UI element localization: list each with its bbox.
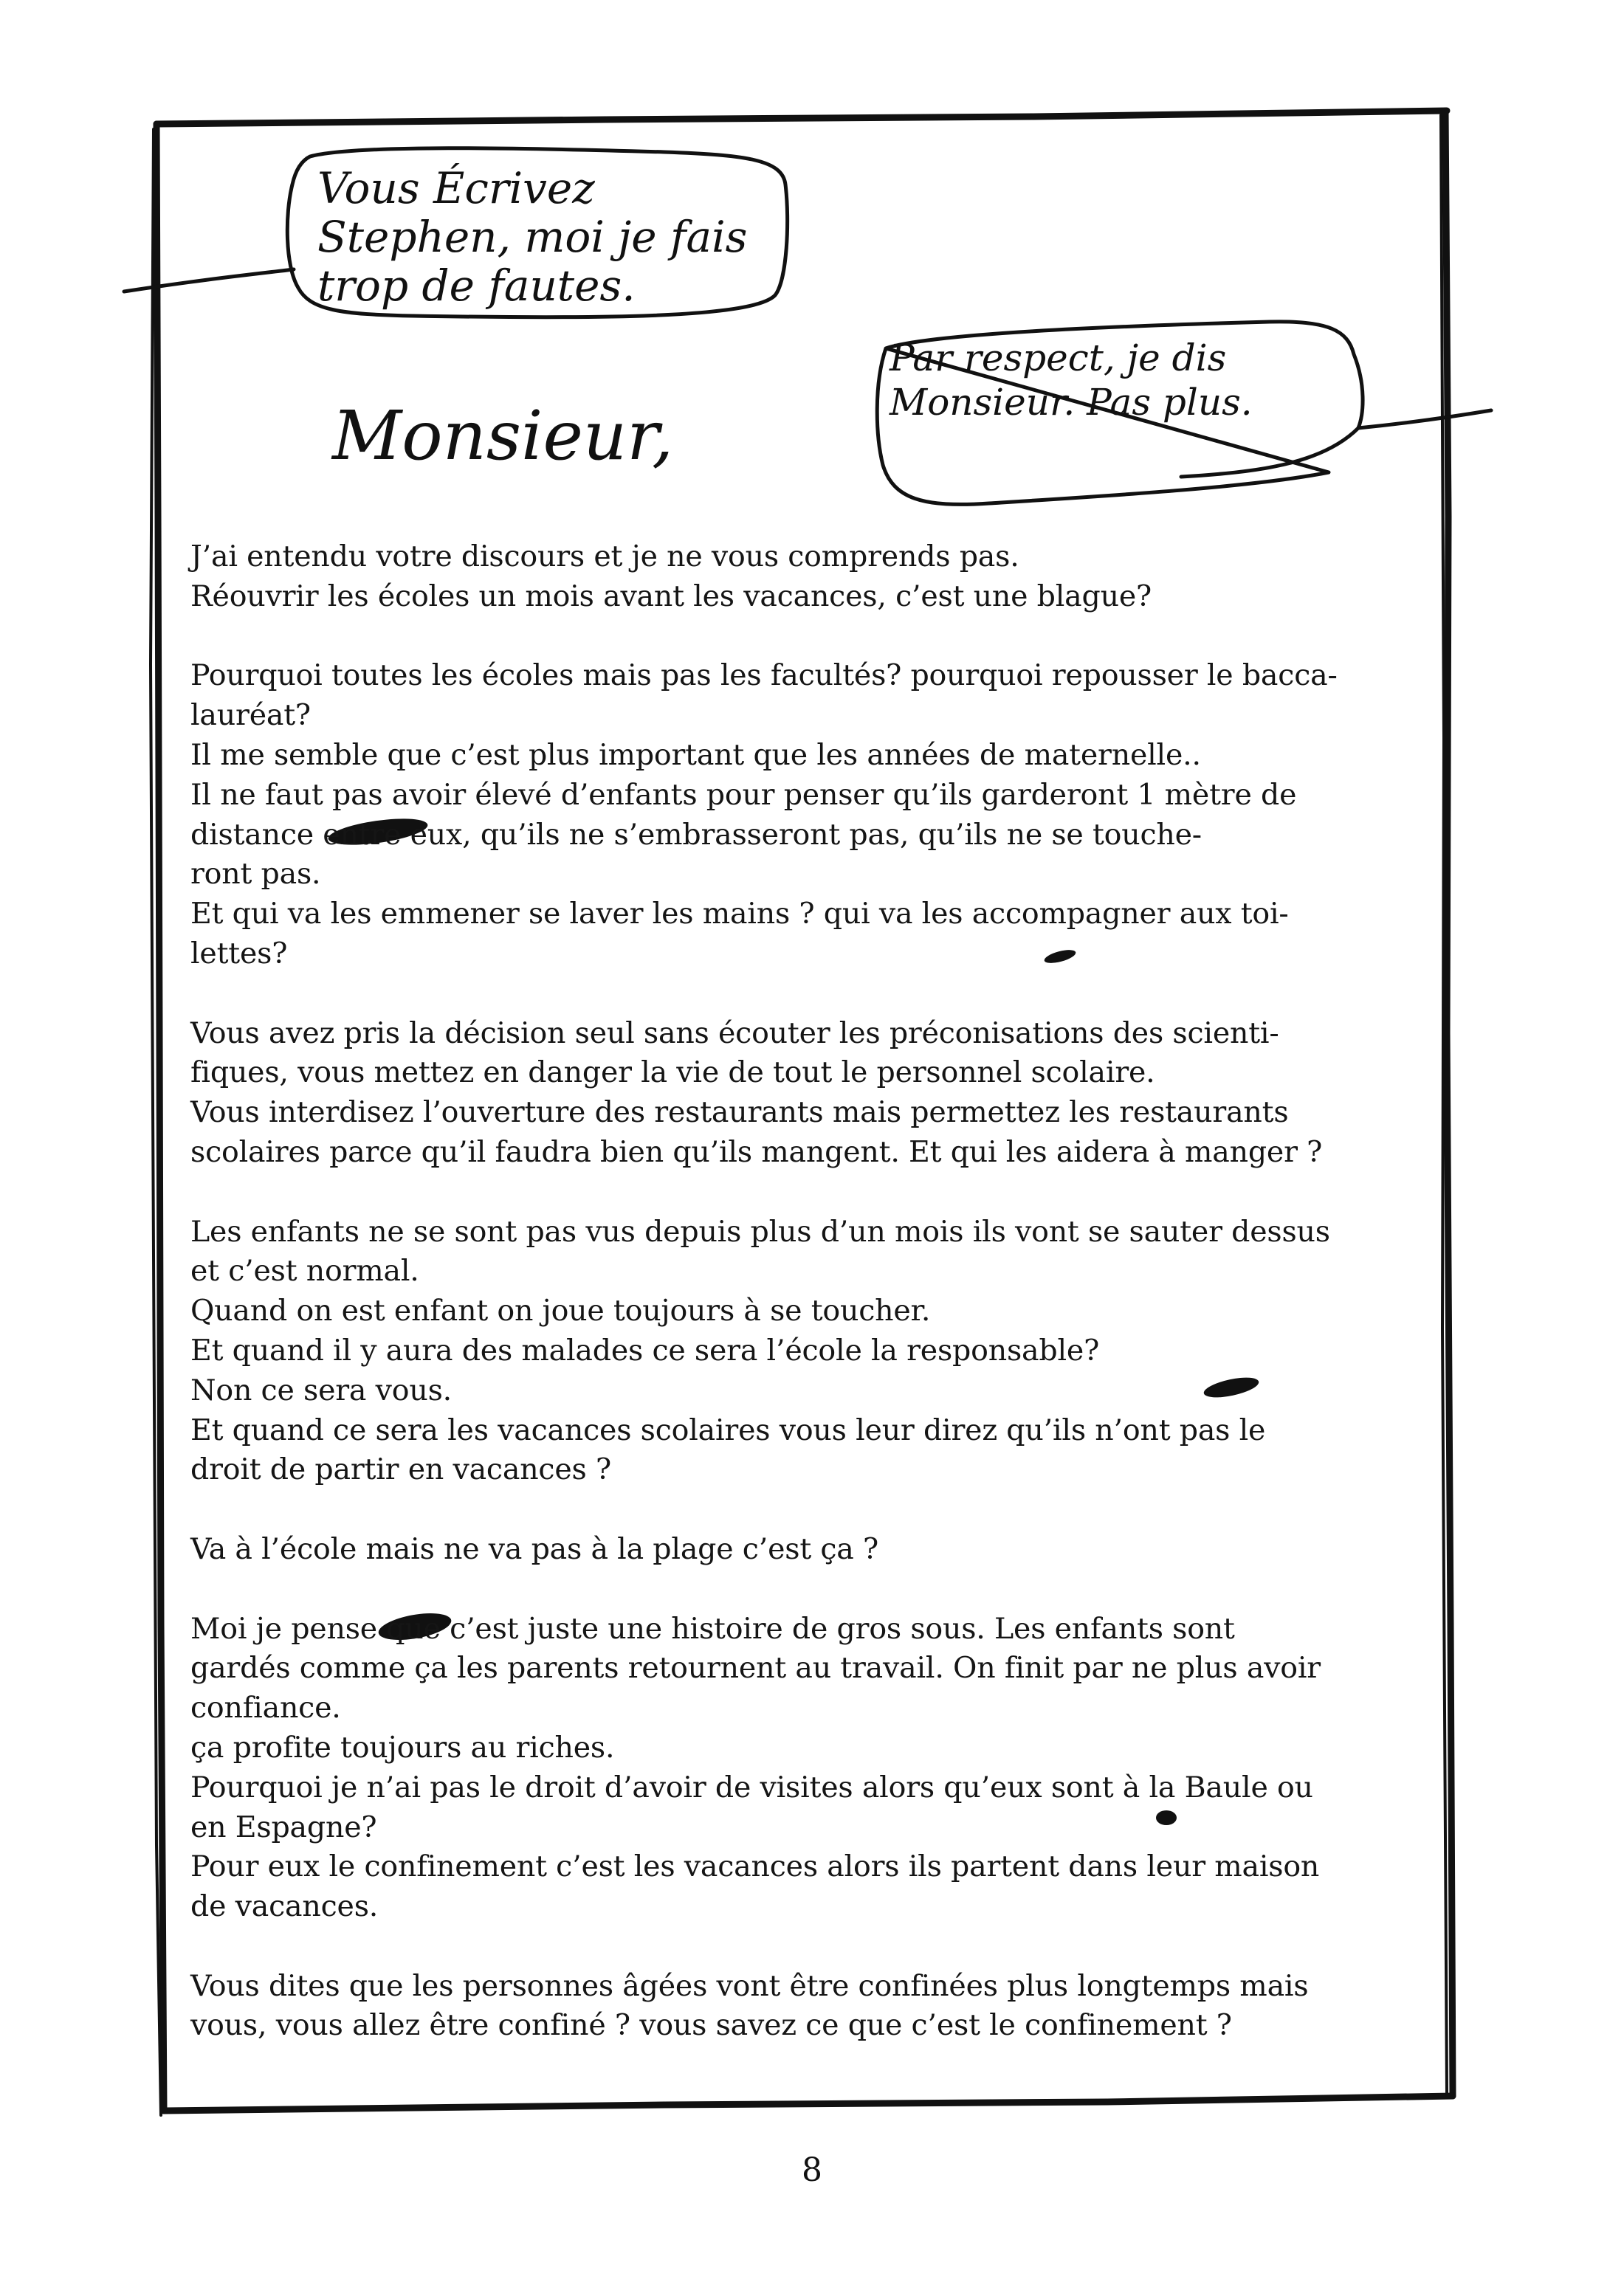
speech-bubble-1-text: Vous Écrivez Stephen, moi je fais trop de fautes. — [317, 163, 748, 311]
letter-line: Vous dites que les personnes âgées vont être confinées plus longtemps mais — [190, 1968, 1309, 2003]
letter-line: distance entre eux, qu’ils ne s’embrasseront pas, qu’ils ne se touche- — [190, 817, 1202, 852]
letter-line: de vacances. — [190, 1889, 379, 1924]
letter-line: Moi je pense que c’est juste une histoire de gros sous. Les enfants sont — [190, 1611, 1235, 1646]
letter-line: Vous avez pris la décision seul sans écouter les préconisations des scienti- — [190, 1016, 1279, 1050]
letter-line: Les enfants ne se sont pas vus depuis plus d’un mois ils vont se sauter dessus — [190, 1214, 1330, 1249]
letter-line: Pourquoi je n’ai pas le droit d’avoir de visites alors qu’eux sont à la Baule ou — [190, 1770, 1313, 1804]
letter-line: Et quand il y aura des malades ce sera l’école la responsable? — [190, 1333, 1100, 1368]
letter-line: Et qui va les emmener se laver les mains ? qui va les accompagner aux toi- — [190, 897, 1289, 931]
speech-bubble-2-text: Par respect, je dis Monsieur. Pas plus. — [890, 337, 1253, 424]
letter-line: vous, vous allez être confiné ? vous savez ce que c’est le confinement ? — [190, 2008, 1232, 2043]
letter-line: gardés comme ça les parents retournent au travail. On finit par ne plus avoir — [190, 1651, 1321, 1686]
letter-line: Il ne faut pas avoir élevé d’enfants pour penser qu’ils garderont 1 mètre de — [190, 777, 1297, 812]
blank-line — [190, 1173, 1431, 1213]
letter-line: Non ce sera vous. — [190, 1373, 452, 1407]
letter-line: Quand on est enfant on joue toujours à se toucher. — [190, 1294, 931, 1328]
letter-line: confiance. — [190, 1691, 341, 1726]
letter-line: lettes? — [190, 936, 288, 971]
letter-line: fiques, vous mettez en danger la vie de tout le personnel scolaire. — [190, 1055, 1155, 1090]
letter-line: Pour eux le confinement c’est les vacances alors ils partent dans leur maison — [190, 1849, 1320, 1884]
letter-line: scolaires parce qu’il faudra bien qu’ils mangent. Et qui les aidera à manger ? — [190, 1134, 1323, 1169]
letter-body — [190, 537, 1431, 2046]
letter-line: et c’est normal. — [190, 1254, 419, 1289]
letter-line: ça profite toujours au riches. — [190, 1730, 615, 1765]
blank-line — [190, 1570, 1431, 1610]
letter-line: Il me semble que c’est plus important que les années de maternelle.. — [190, 737, 1201, 772]
salutation: Monsieur, — [332, 396, 674, 475]
letter-line: en Espagne? — [190, 1810, 377, 1844]
letter-line: J’ai entendu votre discours et je ne vous comprends pas. — [190, 539, 1019, 573]
letter-line: Et quand ce sera les vacances scolaires vous leur direz qu’ils n’ont pas le — [190, 1413, 1266, 1447]
letter-line: lauréat? — [190, 698, 311, 733]
blank-line — [190, 1490, 1431, 1530]
letter-line: Pourquoi toutes les écoles mais pas les facultés? pourquoi repousser le bacca- — [190, 658, 1338, 693]
blank-line — [190, 974, 1431, 1014]
page-number: 8 — [802, 2151, 822, 2189]
letter-line: Vous interdisez l’ouverture des restaurants mais permettez les restaurants — [190, 1095, 1289, 1130]
letter-line: Réouvrir les écoles un mois avant les vacances, c’est une blague? — [190, 579, 1152, 613]
letter-line: Va à l’école mais ne va pas à la plage c’est ça ? — [190, 1531, 878, 1566]
blank-line — [190, 1927, 1431, 1967]
letter-line: ront pas. — [190, 857, 321, 892]
blank-line — [190, 617, 1431, 657]
letter-line: droit de partir en vacances ? — [190, 1452, 611, 1487]
